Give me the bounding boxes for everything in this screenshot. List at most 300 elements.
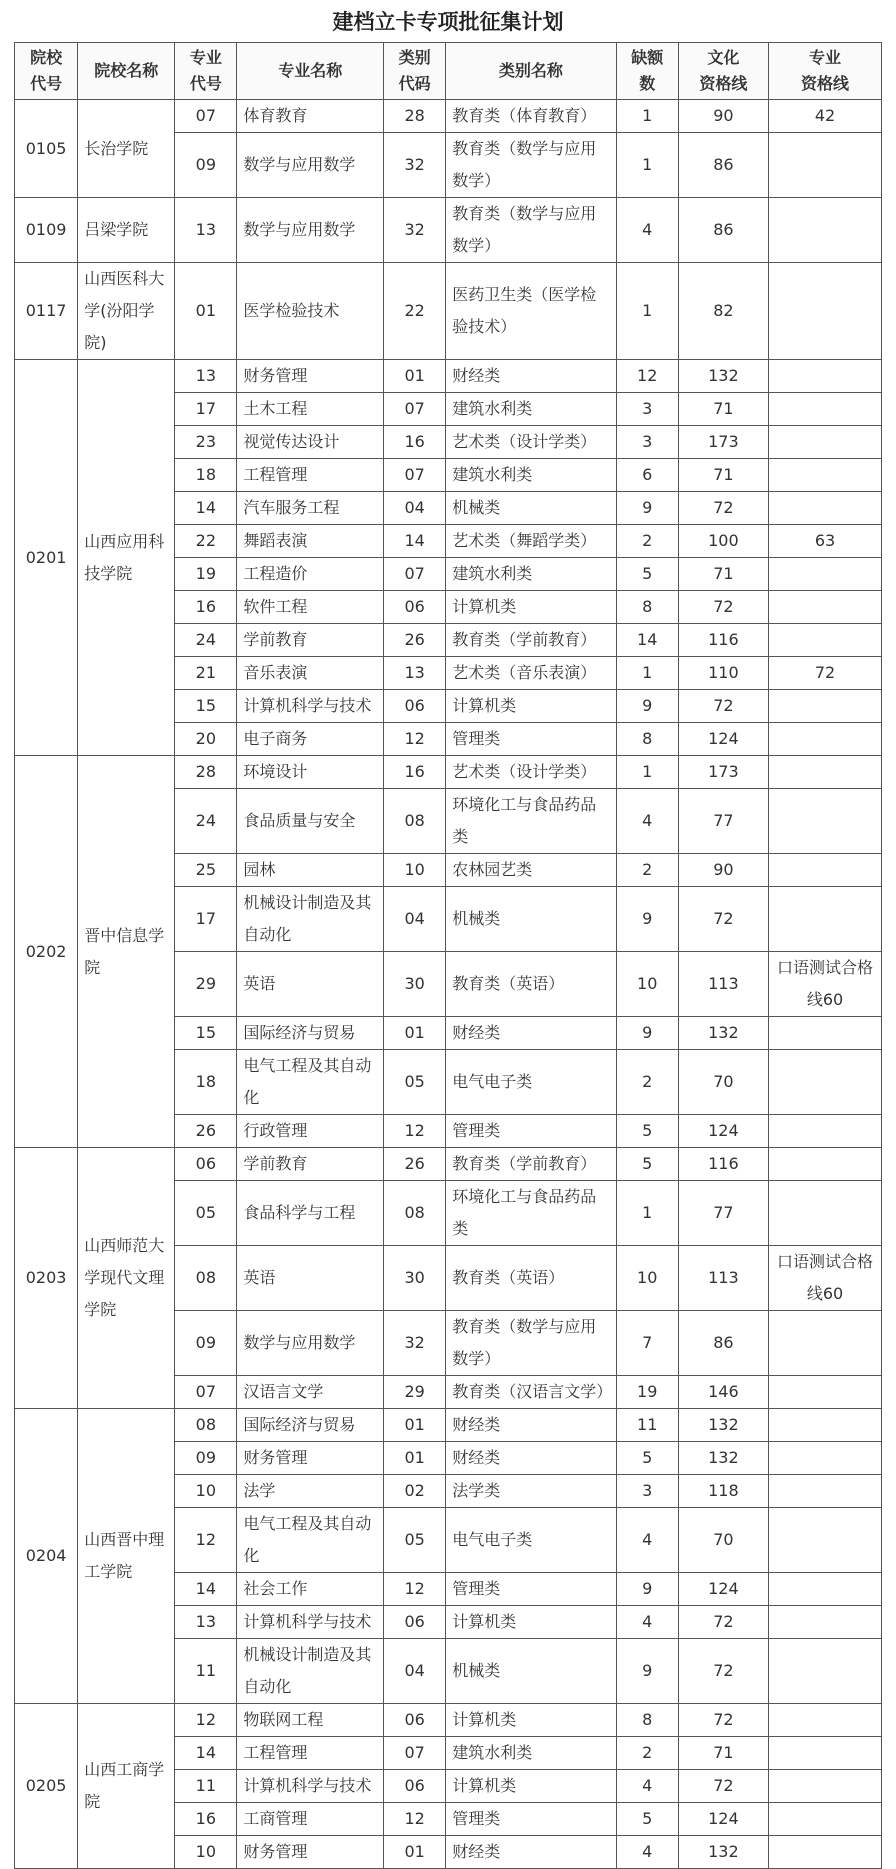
vacancy-count: 5 <box>616 1115 678 1148</box>
major-name: 电子商务 <box>237 723 384 756</box>
major-code: 15 <box>175 690 237 723</box>
major-name: 计算机科学与技术 <box>237 1606 384 1639</box>
category-name: 财经类 <box>446 1836 616 1869</box>
major-code: 18 <box>175 459 237 492</box>
category-code: 12 <box>384 723 446 756</box>
vacancy-count: 6 <box>616 459 678 492</box>
major-name: 计算机科学与技术 <box>237 690 384 723</box>
major-line <box>769 1704 882 1737</box>
major-code: 07 <box>175 100 237 133</box>
school-name: 山西应用科技学院 <box>78 360 175 756</box>
category-code: 01 <box>384 1836 446 1869</box>
culture-line: 71 <box>678 459 768 492</box>
major-line <box>769 1311 882 1376</box>
category-name: 管理类 <box>446 723 616 756</box>
vacancy-count: 19 <box>616 1376 678 1409</box>
vacancy-count: 12 <box>616 360 678 393</box>
major-line <box>769 263 882 360</box>
category-name: 艺术类（音乐表演） <box>446 657 616 690</box>
major-name: 视觉传达设计 <box>237 426 384 459</box>
culture-line: 72 <box>678 1639 768 1704</box>
major-name: 工商管理 <box>237 1803 384 1836</box>
culture-line: 173 <box>678 756 768 789</box>
major-line <box>769 1017 882 1050</box>
school-code: 0205 <box>15 1704 78 1869</box>
major-line <box>769 1148 882 1181</box>
table-row <box>15 360 882 393</box>
category-name: 建筑水利类 <box>446 393 616 426</box>
vacancy-count: 5 <box>616 1148 678 1181</box>
category-code: 04 <box>384 887 446 952</box>
major-name: 财务管理 <box>237 1836 384 1869</box>
major-code: 14 <box>175 1737 237 1770</box>
category-name: 教育类（英语） <box>446 952 616 1017</box>
major-name: 数学与应用数学 <box>237 198 384 263</box>
major-line <box>769 1606 882 1639</box>
vacancy-count: 2 <box>616 525 678 558</box>
column-header: 院校 代号 <box>15 43 78 100</box>
major-name: 食品质量与安全 <box>237 789 384 854</box>
category-code: 29 <box>384 1376 446 1409</box>
major-line <box>769 393 882 426</box>
category-code: 22 <box>384 263 446 360</box>
vacancy-count: 7 <box>616 1311 678 1376</box>
vacancy-count: 9 <box>616 1639 678 1704</box>
major-name: 工程管理 <box>237 459 384 492</box>
column-header: 院校名称 <box>78 43 175 100</box>
culture-line: 132 <box>678 1017 768 1050</box>
category-name: 财经类 <box>446 360 616 393</box>
major-code: 15 <box>175 1017 237 1050</box>
category-code: 07 <box>384 1737 446 1770</box>
category-name: 财经类 <box>446 1017 616 1050</box>
vacancy-count: 4 <box>616 198 678 263</box>
culture-line: 113 <box>678 1246 768 1311</box>
culture-line: 72 <box>678 1770 768 1803</box>
major-line <box>769 1836 882 1869</box>
major-code: 08 <box>175 1409 237 1442</box>
column-header: 类别名称 <box>446 43 616 100</box>
school-name: 山西医科大学(汾阳学院) <box>78 263 175 360</box>
table-row <box>15 1409 882 1442</box>
category-name: 管理类 <box>446 1573 616 1606</box>
vacancy-count: 3 <box>616 1475 678 1508</box>
category-name: 农林园艺类 <box>446 854 616 887</box>
culture-line: 124 <box>678 1573 768 1606</box>
major-line <box>769 459 882 492</box>
culture-line: 72 <box>678 1704 768 1737</box>
category-name: 教育类（体育教育） <box>446 100 616 133</box>
major-name: 土木工程 <box>237 393 384 426</box>
major-name: 学前教育 <box>237 1148 384 1181</box>
category-name: 环境化工与食品药品类 <box>446 789 616 854</box>
culture-line: 70 <box>678 1508 768 1573</box>
culture-line: 77 <box>678 789 768 854</box>
major-name: 软件工程 <box>237 591 384 624</box>
category-code: 07 <box>384 558 446 591</box>
school-code: 0202 <box>15 756 78 1148</box>
major-line <box>769 690 882 723</box>
header-row <box>15 43 882 100</box>
vacancy-count: 9 <box>616 887 678 952</box>
culture-line: 124 <box>678 1115 768 1148</box>
category-name: 建筑水利类 <box>446 459 616 492</box>
vacancy-count: 5 <box>616 1803 678 1836</box>
major-name: 工程造价 <box>237 558 384 591</box>
major-line <box>769 1442 882 1475</box>
category-code: 32 <box>384 1311 446 1376</box>
major-code: 18 <box>175 1050 237 1115</box>
vacancy-count: 4 <box>616 1606 678 1639</box>
table-row <box>15 198 882 263</box>
culture-line: 72 <box>678 690 768 723</box>
category-name: 建筑水利类 <box>446 558 616 591</box>
vacancy-count: 1 <box>616 263 678 360</box>
major-code: 13 <box>175 198 237 263</box>
school-code: 0117 <box>15 263 78 360</box>
major-name: 物联网工程 <box>237 1704 384 1737</box>
school-name: 山西晋中理工学院 <box>78 1409 175 1704</box>
major-name: 舞蹈表演 <box>237 525 384 558</box>
category-code: 32 <box>384 198 446 263</box>
major-line <box>769 624 882 657</box>
culture-line: 124 <box>678 723 768 756</box>
culture-line: 72 <box>678 1606 768 1639</box>
table-row <box>15 100 882 133</box>
category-code: 05 <box>384 1508 446 1573</box>
category-name: 艺术类（设计学类） <box>446 426 616 459</box>
culture-line: 71 <box>678 1737 768 1770</box>
major-line: 63 <box>769 525 882 558</box>
category-code: 30 <box>384 952 446 1017</box>
major-code: 21 <box>175 657 237 690</box>
vacancy-count: 8 <box>616 723 678 756</box>
major-code: 14 <box>175 1573 237 1606</box>
major-line <box>769 591 882 624</box>
major-code: 09 <box>175 133 237 198</box>
major-line <box>769 789 882 854</box>
culture-line: 86 <box>678 133 768 198</box>
category-name: 财经类 <box>446 1442 616 1475</box>
major-code: 25 <box>175 854 237 887</box>
vacancy-count: 9 <box>616 1017 678 1050</box>
category-code: 02 <box>384 1475 446 1508</box>
major-code: 19 <box>175 558 237 591</box>
major-code: 06 <box>175 1148 237 1181</box>
category-code: 13 <box>384 657 446 690</box>
vacancy-count: 4 <box>616 789 678 854</box>
vacancy-count: 14 <box>616 624 678 657</box>
category-code: 06 <box>384 591 446 624</box>
category-code: 07 <box>384 459 446 492</box>
category-name: 环境化工与食品药品类 <box>446 1181 616 1246</box>
major-name: 音乐表演 <box>237 657 384 690</box>
major-code: 29 <box>175 952 237 1017</box>
major-line <box>769 198 882 263</box>
major-code: 01 <box>175 263 237 360</box>
vacancy-count: 3 <box>616 393 678 426</box>
major-code: 26 <box>175 1115 237 1148</box>
major-code: 09 <box>175 1442 237 1475</box>
culture-line: 116 <box>678 624 768 657</box>
major-name: 电气工程及其自动化 <box>237 1050 384 1115</box>
column-header: 文化 资格线 <box>678 43 768 100</box>
school-name: 山西工商学院 <box>78 1704 175 1869</box>
major-line <box>769 723 882 756</box>
category-code: 14 <box>384 525 446 558</box>
category-code: 16 <box>384 756 446 789</box>
category-code: 12 <box>384 1115 446 1148</box>
major-line: 口语测试合格线60 <box>769 1246 882 1311</box>
major-name: 园林 <box>237 854 384 887</box>
major-line <box>769 1639 882 1704</box>
culture-line: 82 <box>678 263 768 360</box>
category-code: 01 <box>384 1409 446 1442</box>
category-name: 管理类 <box>446 1803 616 1836</box>
category-code: 06 <box>384 690 446 723</box>
major-code: 23 <box>175 426 237 459</box>
major-line <box>769 887 882 952</box>
culture-line: 132 <box>678 1836 768 1869</box>
category-code: 01 <box>384 1442 446 1475</box>
vacancy-count: 1 <box>616 756 678 789</box>
major-line <box>769 558 882 591</box>
major-line <box>769 1409 882 1442</box>
school-code: 0109 <box>15 198 78 263</box>
major-line <box>769 1573 882 1606</box>
category-name: 电气电子类 <box>446 1050 616 1115</box>
vacancy-count: 10 <box>616 952 678 1017</box>
culture-line: 72 <box>678 492 768 525</box>
culture-line: 72 <box>678 887 768 952</box>
major-name: 机械设计制造及其自动化 <box>237 887 384 952</box>
major-code: 07 <box>175 1376 237 1409</box>
school-name: 晋中信息学院 <box>78 756 175 1148</box>
major-name: 数学与应用数学 <box>237 133 384 198</box>
vacancy-count: 2 <box>616 1050 678 1115</box>
major-line: 72 <box>769 657 882 690</box>
category-name: 管理类 <box>446 1115 616 1148</box>
culture-line: 132 <box>678 1442 768 1475</box>
page-title: 建档立卡专项批征集计划 <box>332 10 564 34</box>
culture-line: 90 <box>678 100 768 133</box>
column-header: 专业 资格线 <box>769 43 882 100</box>
major-code: 08 <box>175 1246 237 1311</box>
major-name: 食品科学与工程 <box>237 1181 384 1246</box>
major-name: 工程管理 <box>237 1737 384 1770</box>
vacancy-count: 4 <box>616 1770 678 1803</box>
major-line <box>769 1475 882 1508</box>
school-name: 长治学院 <box>78 100 175 198</box>
major-name: 行政管理 <box>237 1115 384 1148</box>
major-code: 12 <box>175 1704 237 1737</box>
category-name: 机械类 <box>446 887 616 952</box>
major-name: 体育教育 <box>237 100 384 133</box>
category-name: 电气电子类 <box>446 1508 616 1573</box>
category-code: 06 <box>384 1606 446 1639</box>
major-line <box>769 1181 882 1246</box>
culture-line: 72 <box>678 591 768 624</box>
vacancy-count: 11 <box>616 1409 678 1442</box>
major-line <box>769 854 882 887</box>
category-code: 12 <box>384 1573 446 1606</box>
vacancy-count: 1 <box>616 657 678 690</box>
major-code: 12 <box>175 1508 237 1573</box>
category-code: 26 <box>384 1148 446 1181</box>
culture-line: 132 <box>678 1409 768 1442</box>
column-header: 缺额 数 <box>616 43 678 100</box>
major-name: 国际经济与贸易 <box>237 1409 384 1442</box>
vacancy-count: 1 <box>616 133 678 198</box>
major-code: 13 <box>175 360 237 393</box>
category-name: 医药卫生类（医学检验技术） <box>446 263 616 360</box>
culture-line: 90 <box>678 854 768 887</box>
major-line <box>769 1508 882 1573</box>
vacancy-count: 4 <box>616 1508 678 1573</box>
major-line <box>769 756 882 789</box>
major-name: 汽车服务工程 <box>237 492 384 525</box>
category-name: 教育类（学前教育） <box>446 624 616 657</box>
vacancy-count: 8 <box>616 1704 678 1737</box>
major-line: 口语测试合格线60 <box>769 952 882 1017</box>
major-line <box>769 1050 882 1115</box>
category-code: 04 <box>384 492 446 525</box>
major-code: 10 <box>175 1475 237 1508</box>
major-name: 财务管理 <box>237 1442 384 1475</box>
category-name: 计算机类 <box>446 1770 616 1803</box>
major-code: 11 <box>175 1770 237 1803</box>
table-row <box>15 263 882 360</box>
major-code: 13 <box>175 1606 237 1639</box>
category-name: 计算机类 <box>446 591 616 624</box>
major-line <box>769 426 882 459</box>
vacancy-count: 9 <box>616 690 678 723</box>
major-line <box>769 1376 882 1409</box>
culture-line: 77 <box>678 1181 768 1246</box>
category-name: 建筑水利类 <box>446 1737 616 1770</box>
category-name: 教育类（数学与应用数学） <box>446 133 616 198</box>
vacancy-count: 8 <box>616 591 678 624</box>
category-code: 01 <box>384 1017 446 1050</box>
culture-line: 110 <box>678 657 768 690</box>
major-code: 16 <box>175 1803 237 1836</box>
major-code: 24 <box>175 789 237 854</box>
major-line <box>769 360 882 393</box>
column-header: 专业名称 <box>237 43 384 100</box>
culture-line: 70 <box>678 1050 768 1115</box>
culture-line: 86 <box>678 198 768 263</box>
culture-line: 132 <box>678 360 768 393</box>
category-code: 08 <box>384 1181 446 1246</box>
major-name: 计算机科学与技术 <box>237 1770 384 1803</box>
vacancy-count: 2 <box>616 854 678 887</box>
category-code: 06 <box>384 1770 446 1803</box>
major-line <box>769 1803 882 1836</box>
table-row <box>15 1704 882 1737</box>
vacancy-count: 1 <box>616 1181 678 1246</box>
plan-table <box>14 42 882 1869</box>
category-code: 06 <box>384 1704 446 1737</box>
category-name: 教育类（数学与应用数学） <box>446 1311 616 1376</box>
major-name: 学前教育 <box>237 624 384 657</box>
category-code: 08 <box>384 789 446 854</box>
major-name: 社会工作 <box>237 1573 384 1606</box>
culture-line: 146 <box>678 1376 768 1409</box>
vacancy-count: 10 <box>616 1246 678 1311</box>
category-name: 计算机类 <box>446 690 616 723</box>
category-name: 教育类（汉语言文学） <box>446 1376 616 1409</box>
culture-line: 116 <box>678 1148 768 1181</box>
major-code: 24 <box>175 624 237 657</box>
column-header: 类别 代码 <box>384 43 446 100</box>
category-code: 16 <box>384 426 446 459</box>
category-code: 32 <box>384 133 446 198</box>
major-name: 环境设计 <box>237 756 384 789</box>
major-code: 05 <box>175 1181 237 1246</box>
category-code: 12 <box>384 1803 446 1836</box>
major-name: 英语 <box>237 952 384 1017</box>
major-line <box>769 1770 882 1803</box>
category-code: 10 <box>384 854 446 887</box>
major-name: 汉语言文学 <box>237 1376 384 1409</box>
culture-line: 100 <box>678 525 768 558</box>
category-name: 计算机类 <box>446 1704 616 1737</box>
major-name: 机械设计制造及其自动化 <box>237 1639 384 1704</box>
category-code: 05 <box>384 1050 446 1115</box>
table-row <box>15 756 882 789</box>
vacancy-count: 9 <box>616 1573 678 1606</box>
major-code: 22 <box>175 525 237 558</box>
column-header: 专业 代号 <box>175 43 237 100</box>
category-code: 30 <box>384 1246 446 1311</box>
school-name: 山西师范大学现代文理学院 <box>78 1148 175 1409</box>
culture-line: 86 <box>678 1311 768 1376</box>
category-name: 机械类 <box>446 492 616 525</box>
category-code: 04 <box>384 1639 446 1704</box>
major-code: 28 <box>175 756 237 789</box>
category-name: 机械类 <box>446 1639 616 1704</box>
culture-line: 118 <box>678 1475 768 1508</box>
school-code: 0203 <box>15 1148 78 1409</box>
major-line: 42 <box>769 100 882 133</box>
category-name: 教育类（英语） <box>446 1246 616 1311</box>
culture-line: 124 <box>678 1803 768 1836</box>
table-body <box>15 100 882 1869</box>
major-code: 17 <box>175 887 237 952</box>
category-code: 26 <box>384 624 446 657</box>
category-name: 教育类（数学与应用数学） <box>446 198 616 263</box>
school-code: 0204 <box>15 1409 78 1704</box>
major-line <box>769 133 882 198</box>
vacancy-count: 3 <box>616 426 678 459</box>
major-name: 英语 <box>237 1246 384 1311</box>
major-line <box>769 1737 882 1770</box>
culture-line: 71 <box>678 393 768 426</box>
major-code: 09 <box>175 1311 237 1376</box>
category-name: 法学类 <box>446 1475 616 1508</box>
culture-line: 173 <box>678 426 768 459</box>
major-code: 11 <box>175 1639 237 1704</box>
table-row <box>15 1148 882 1181</box>
major-name: 财务管理 <box>237 360 384 393</box>
school-code: 0201 <box>15 360 78 756</box>
category-name: 艺术类（舞蹈学类） <box>446 525 616 558</box>
vacancy-count: 1 <box>616 100 678 133</box>
category-name: 艺术类（设计学类） <box>446 756 616 789</box>
major-name: 数学与应用数学 <box>237 1311 384 1376</box>
category-code: 01 <box>384 360 446 393</box>
major-name: 法学 <box>237 1475 384 1508</box>
